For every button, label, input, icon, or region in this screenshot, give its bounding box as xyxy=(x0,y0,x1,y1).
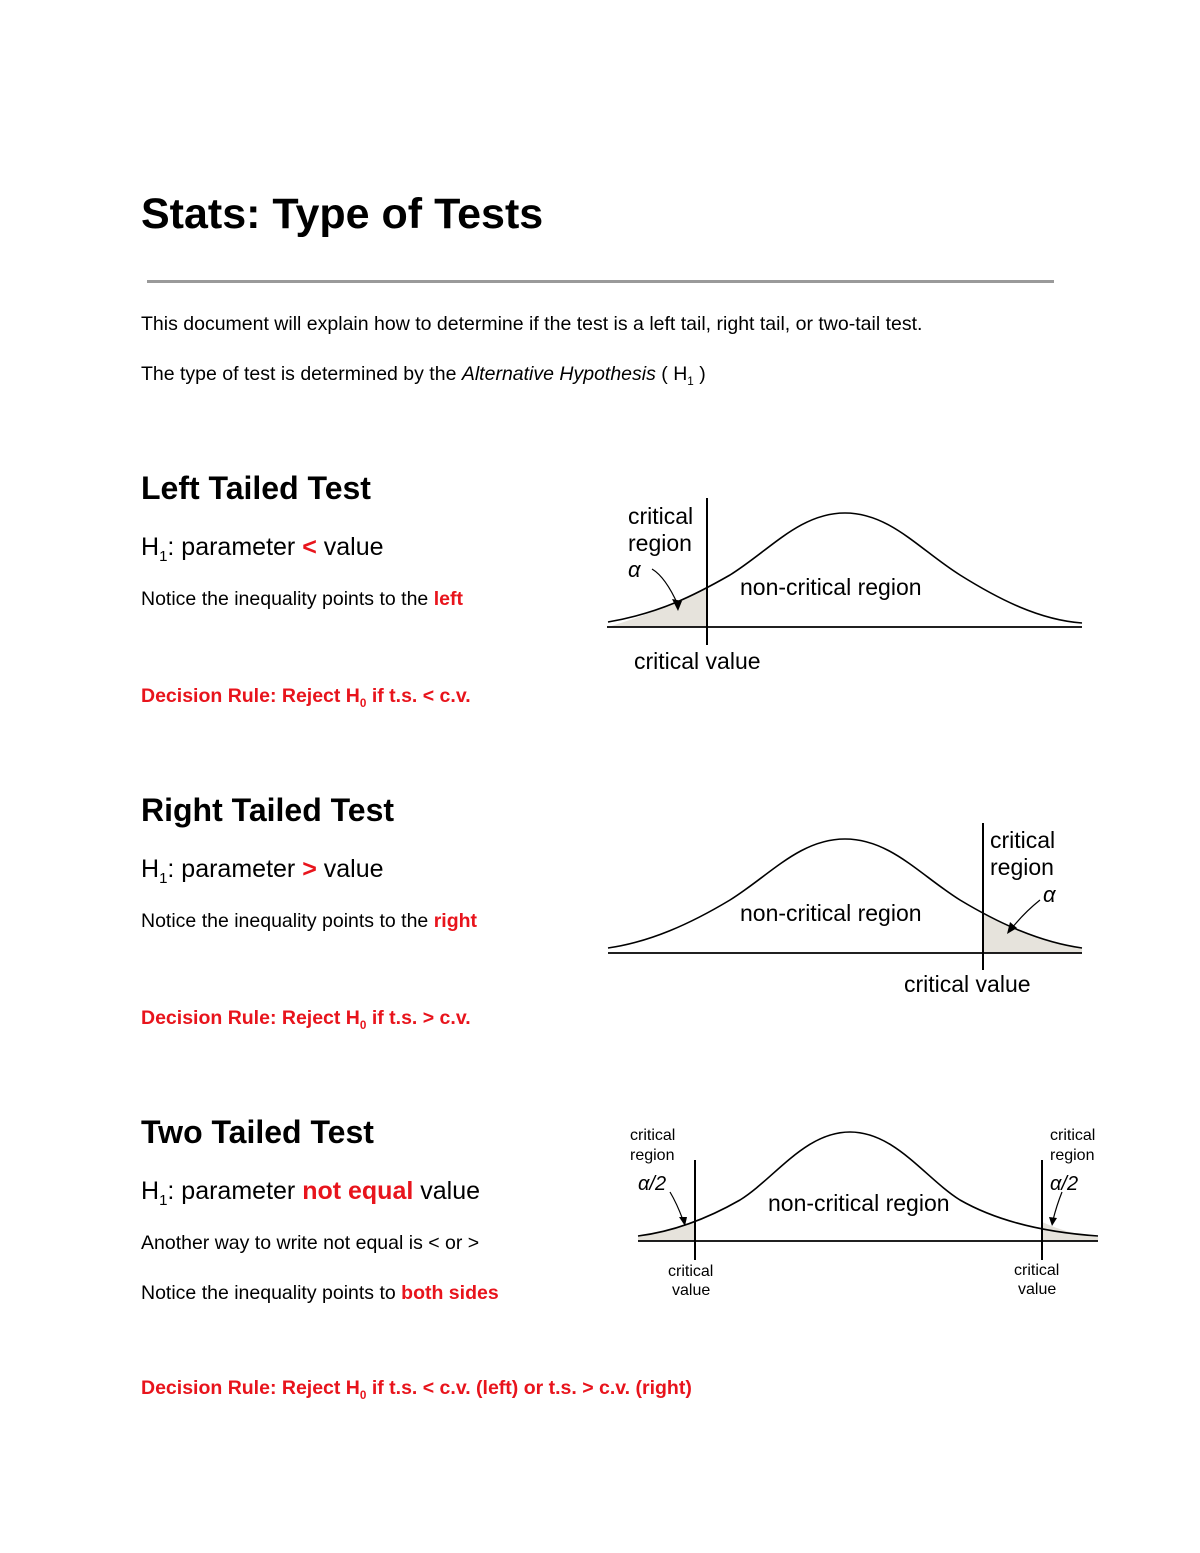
two-right-fig-critical: critical xyxy=(1050,1127,1096,1144)
two-fig-noncritical: non-critical region xyxy=(768,1190,950,1216)
two-right-alpha-arrow xyxy=(1053,1192,1062,1220)
two-decision-rule: Decision Rule: Reject $H_0$ if t.s. < c.v. (left) or t.s. > c.v. (right) xyxy=(141,1377,692,1402)
two-left-fig-cv-critical: critical xyxy=(668,1263,714,1280)
right-alpha-arrow xyxy=(1012,900,1040,928)
two-bell-curve xyxy=(638,1132,1098,1236)
two-alt-hypothesis: $H_1$: parameter not equal value xyxy=(141,1177,481,1209)
left-fig-alpha: α xyxy=(628,557,641,582)
two-left-fig-critical: critical xyxy=(630,1127,676,1144)
left-tailed-heading: Left Tailed Test xyxy=(141,470,371,506)
title-divider xyxy=(147,280,1054,283)
left-decision-rule: Decision Rule: Reject $H_0$ if t.s. < c.v. xyxy=(141,685,471,710)
intro-line-1: This document will explain how to determine if the test is a left tail, right tail, or two-tail test. xyxy=(141,313,923,335)
two-left-fig-cv-value: value xyxy=(672,1282,711,1299)
right-fig-alpha: α xyxy=(1043,882,1056,907)
two-right-fig-region: region xyxy=(1050,1147,1095,1164)
two-left-fig-alpha: α/2 xyxy=(638,1173,667,1195)
page-title: Stats: Type of Tests xyxy=(141,190,544,238)
left-notice: Notice the inequality points to the left xyxy=(141,588,463,610)
two-tailed-heading: Two Tailed Test xyxy=(141,1114,374,1150)
two-right-alpha-arrowhead xyxy=(1049,1217,1057,1226)
right-alt-hypothesis: $H_1$: parameter > value xyxy=(141,855,384,887)
right-fig-critical: critical xyxy=(990,827,1056,853)
right-fig-critical-value: critical value xyxy=(904,971,1031,997)
right-tail-figure xyxy=(600,820,1090,1005)
two-left-alpha-arrow xyxy=(670,1192,683,1220)
two-right-fig-cv-value: value xyxy=(1018,1281,1057,1298)
two-right-fig-cv-critical: critical xyxy=(1014,1262,1060,1279)
two-left-fig-region: region xyxy=(630,1147,675,1164)
left-fig-critical: critical xyxy=(628,503,694,529)
left-fig-noncritical: non-critical region xyxy=(740,574,922,600)
left-fig-region: region xyxy=(628,530,692,556)
right-decision-rule: Decision Rule: Reject $H_0$ if t.s. > c.v. xyxy=(141,1007,471,1032)
two-right-fig-alpha: α/2 xyxy=(1050,1173,1079,1195)
left-alt-hypothesis: $H_1$: parameter < value xyxy=(141,533,384,565)
left-fig-critical-value: critical value xyxy=(634,648,761,674)
right-tailed-heading: Right Tailed Test xyxy=(141,792,395,828)
two-tail-figure xyxy=(620,1120,1110,1305)
intro-line-2: The type of test is determined by the Alternative Hypothesis ( $H_1$ ) xyxy=(141,363,706,388)
two-another-way: Another way to write not equal is < or > xyxy=(141,1232,480,1254)
two-notice: Notice the inequality points to both sides xyxy=(141,1282,499,1304)
right-notice: Notice the inequality points to the right xyxy=(141,910,478,932)
right-fig-region: region xyxy=(990,854,1054,880)
left-tail-figure xyxy=(600,495,1090,680)
right-fig-noncritical: non-critical region xyxy=(740,900,922,926)
left-critical-shade xyxy=(608,587,707,627)
two-right-critical-shade xyxy=(1042,1222,1098,1241)
